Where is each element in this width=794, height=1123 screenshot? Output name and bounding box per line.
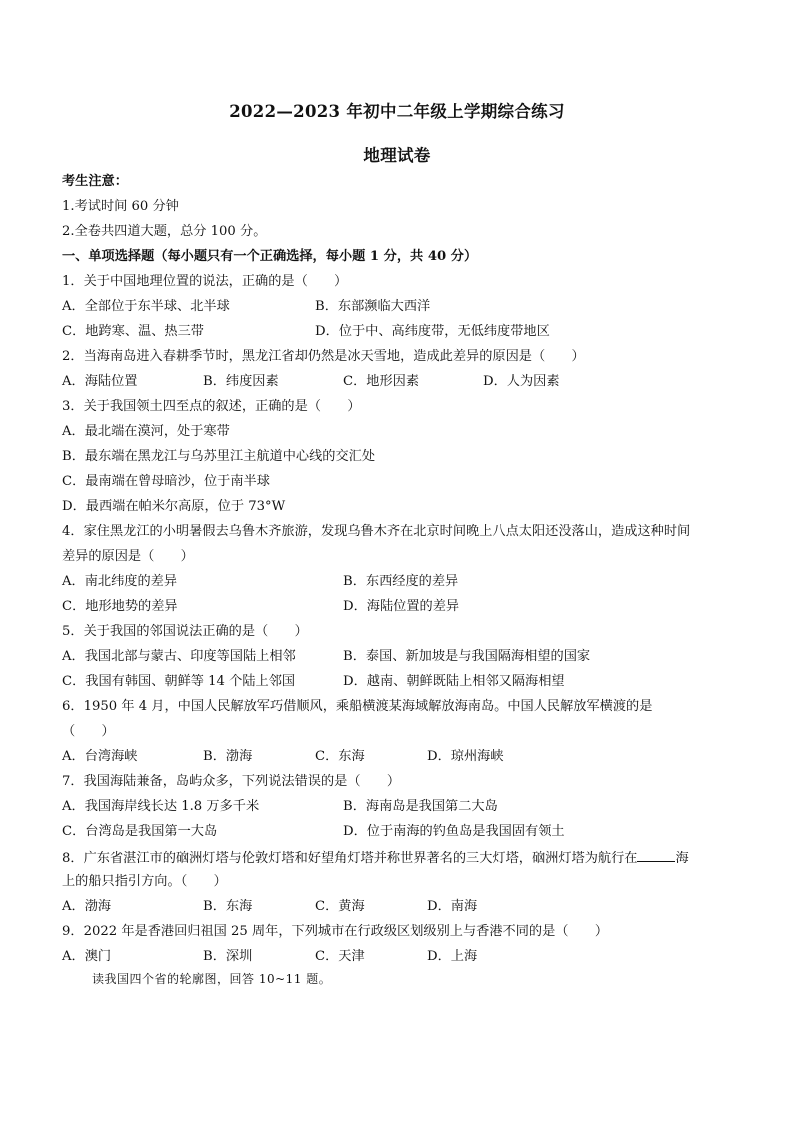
option-d: D．最西端在帕米尔高原，位于 73°W [62,499,286,514]
question-stem: 4．家住黑龙江的小明暑假去乌鲁木齐旅游，发现乌鲁木齐在北京时间晚上八点太阳还没落山，造成这种时间 [62,524,691,539]
option-d: D．海陆位置的差异 [343,599,460,614]
option-b: B．泰国、新加坡是与我国隔海相望的国家 [343,649,591,664]
option-c: C．台湾岛是我国第一大岛 [62,824,218,839]
option-c: C．天津 [315,949,365,964]
option-b: B．纬度因素 [203,374,279,389]
option-d: D．位于中、高纬度带，无低纬度带地区 [315,324,550,339]
question-stem-text: 8．广东省湛江市的硇洲灯塔与伦敦灯塔和好望角灯塔并称世界著名的三大灯塔，硇洲灯塔为航行在 [62,851,638,866]
question-stem-cont: 差异的原因是（ ） [62,549,194,564]
option-b: B．海南岛是我国第二大岛 [343,799,498,814]
option-d: D．上海 [427,949,478,964]
answer-blank [637,847,675,862]
page-title: 2022—2023 年初中二年级上学期综合练习 [229,102,565,121]
option-d: D．位于南海的钓鱼岛是我国固有领土 [343,824,565,839]
option-d: D．琼州海峡 [427,749,504,764]
option-c: C．地形地势的差异 [62,599,178,614]
option-a: A．我国北部与蒙古、印度等国陆上相邻 [62,649,296,664]
question-stem: 9．2022 年是香港回归祖国 25 周年，下列城市在行政级区划级别上与香港不同的是（ ） [62,924,609,939]
notice-heading: 考生注意： [62,174,128,189]
option-c: C．最南端在曾母暗沙，位于南半球 [62,474,270,489]
option-c: C．我国有韩国、朝鲜等 14 个陆上邻国 [62,674,296,689]
option-a: A．台湾海峡 [62,749,138,764]
option-c: C．黄海 [315,899,365,914]
option-c: C．东海 [315,749,365,764]
option-a: A．最北端在漠河，处于寒带 [62,424,230,439]
option-d: D．南海 [427,899,478,914]
option-c: C．地跨寒、温、热三带 [62,324,204,339]
question-stem [62,847,689,869]
option-b: B．最东端在黑龙江与乌苏里江主航道中心线的交汇处 [62,449,376,464]
option-b: B．渤海 [203,749,253,764]
question-stem: 5．关于我国的邻国说法正确的是（ ） [62,624,308,639]
question-stem-cont: （ ） [62,724,115,739]
option-a: A．渤海 [62,899,112,914]
question-stem: 7．我国海陆兼备，岛屿众多，下列说法错误的是（ ） [62,774,401,789]
option-a: A．全部位于东半球、北半球 [62,299,230,314]
option-b: B．东海 [203,899,253,914]
option-a: A．海陆位置 [62,374,138,389]
question-stem: 6．1950 年 4 月，中国人民解放军巧借顺风，乘船横渡某海域解放海南岛。中国人民解放军横渡的是 [62,699,653,714]
section-heading: 一、单项选择题（每小题只有一个正确选择，每小题 1 分，共 40 分） [62,249,478,264]
option-b: B．东部濒临大西洋 [315,299,431,314]
question-stem-text-end: 海 [675,851,689,866]
question-stem: 1．关于中国地理位置的说法，正确的是（ ） [62,274,348,289]
question-stem: 3．关于我国领土四至点的叙述，正确的是（ ） [62,399,361,414]
option-c: C．地形因素 [343,374,420,389]
reading-note: 读我国四个省的轮廓图，回答 10~11 题。 [92,972,332,986]
option-d: D．人为因素 [483,374,560,389]
question-stem-cont: 上的船只指引方向。（ ） [62,874,227,889]
option-a: A．南北纬度的差异 [62,574,178,589]
option-b: B．东西经度的差异 [343,574,459,589]
question-stem: 2．当海南岛进入春耕季节时，黑龙江省却仍然是冰天雪地，造成此差异的原因是（ ） [62,349,585,364]
option-d: D．越南、朝鲜既陆上相邻又隔海相望 [343,674,565,689]
notice-item: 2.全卷共四道大题，总分 100 分。 [62,224,267,239]
option-b: B．深圳 [203,949,253,964]
option-a: A．我国海岸线长达 1.8 万多千米 [62,799,260,814]
option-a: A．澳门 [62,949,112,964]
page-subtitle: 地理试卷 [363,146,431,165]
notice-item: 1.考试时间 60 分钟 [62,199,179,214]
